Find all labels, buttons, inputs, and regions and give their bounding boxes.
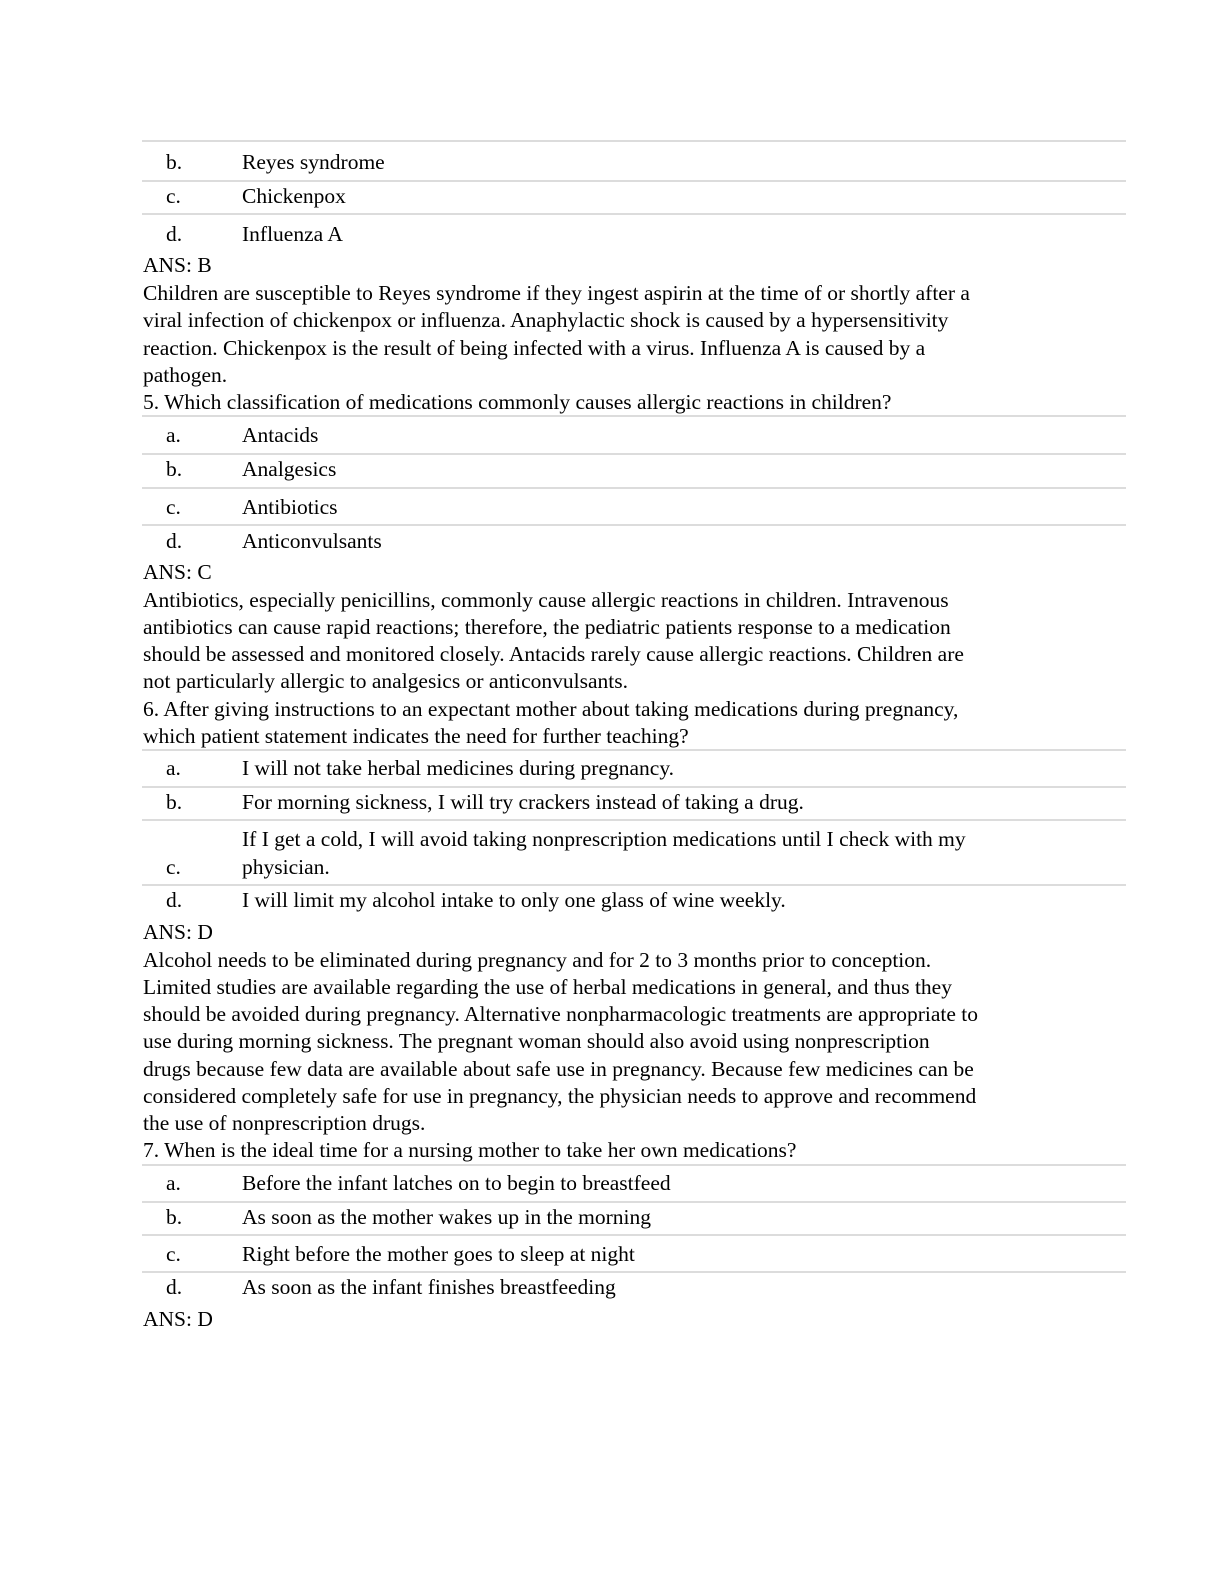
rationale-line: use during morning sickness. The pregnant woman should also avoid using nonprescription [143,1029,930,1053]
rationale-line: drugs because few data are available about safe use in pregnancy. Because few medicines can be [143,1057,974,1081]
divider [142,1271,1126,1273]
divider [142,213,1126,215]
option-letter: b. [166,150,183,174]
option-text: I will not take herbal medicines during pregnancy. [242,756,675,780]
option-letter: c. [166,184,181,208]
divider [142,884,1126,886]
rationale-line: considered completely safe for use in pregnancy, the physician needs to approve and recommend [143,1084,977,1108]
option-text: As soon as the infant finishes breastfeeding [242,1275,616,1299]
divider [142,140,1126,142]
question-line: which patient statement indicates the need for further teaching? [143,724,689,748]
option-letter: b. [166,457,183,481]
q4-answer: ANS: B [143,253,212,277]
rationale-line: Children are susceptible to Reyes syndrome if they ingest aspirin at the time of or shortly after a [143,281,970,305]
divider [142,415,1126,417]
option-letter: d. [166,888,183,912]
q7-question: 7. When is the ideal time for a nursing mother to take her own medications? [143,1138,797,1162]
option-text: Analgesics [242,457,337,481]
divider [142,453,1126,455]
option-text-line: physician. [242,855,330,879]
option-text: Reyes syndrome [242,150,385,174]
option-letter: d. [166,222,183,246]
rationale-line: Antibiotics, especially penicillins, commonly cause allergic reactions in children. Intravenous [143,588,949,612]
divider [142,749,1126,751]
rationale-line: Alcohol needs to be eliminated during pregnancy and for 2 to 3 months prior to conception. [143,948,932,972]
q6-answer: ANS: D [143,920,213,944]
option-text: Influenza A [242,222,343,246]
divider [142,786,1126,788]
option-letter: c. [166,855,181,879]
option-letter: a. [166,423,181,447]
divider [142,524,1126,526]
rationale-line: antibiotics can cause rapid reactions; therefore, the pediatric patients response to a medication [143,615,951,639]
option-text-line: If I get a cold, I will avoid taking nonprescription medications until I check with my [242,827,966,851]
option-letter: b. [166,790,183,814]
divider [142,1201,1126,1203]
rationale-line: not particularly allergic to analgesics or anticonvulsants. [143,669,628,693]
rationale-line: should be assessed and monitored closely. Antacids rarely cause allergic reactions. Children are [143,642,964,666]
option-text: Anticonvulsants [242,529,382,553]
option-letter: a. [166,1171,181,1195]
rationale-line: reaction. Chickenpox is the result of being infected with a virus. Influenza A is caused by a [143,336,926,360]
q5-question: 5. Which classification of medications commonly causes allergic reactions in children? [143,390,892,414]
divider [142,1234,1126,1236]
rationale-line: viral infection of chickenpox or influenza. Anaphylactic shock is caused by a hypersensitivity [143,308,949,332]
option-text: Antacids [242,423,319,447]
option-letter: c. [166,1242,181,1266]
option-letter: c. [166,495,181,519]
divider [142,819,1126,821]
rationale-line: should be avoided during pregnancy. Alternative nonpharmacologic treatments are appropriate to [143,1002,979,1026]
question-line: 6. After giving instructions to an expectant mother about taking medications during pregnancy, [143,697,959,721]
divider [142,180,1126,182]
divider [142,1164,1126,1166]
option-text: Antibiotics [242,495,338,519]
option-letter: d. [166,1275,183,1299]
q5-answer: ANS: C [143,560,212,584]
rationale-line: pathogen. [143,363,228,387]
option-text: For morning sickness, I will try crackers instead of taking a drug. [242,790,804,814]
q7-answer: ANS: D [143,1307,213,1331]
rationale-line: Limited studies are available regarding the use of herbal medications in general, and thus they [143,975,952,999]
option-letter: d. [166,529,183,553]
option-letter: b. [166,1205,183,1229]
option-text: As soon as the mother wakes up in the morning [242,1205,652,1229]
option-text: I will limit my alcohol intake to only one glass of wine weekly. [242,888,786,912]
option-letter: a. [166,756,181,780]
option-text: Chickenpox [242,184,346,208]
rationale-line: the use of nonprescription drugs. [143,1111,426,1135]
option-text: Before the infant latches on to begin to breastfeed [242,1171,671,1195]
divider [142,487,1126,489]
option-text: Right before the mother goes to sleep at night [242,1242,635,1266]
